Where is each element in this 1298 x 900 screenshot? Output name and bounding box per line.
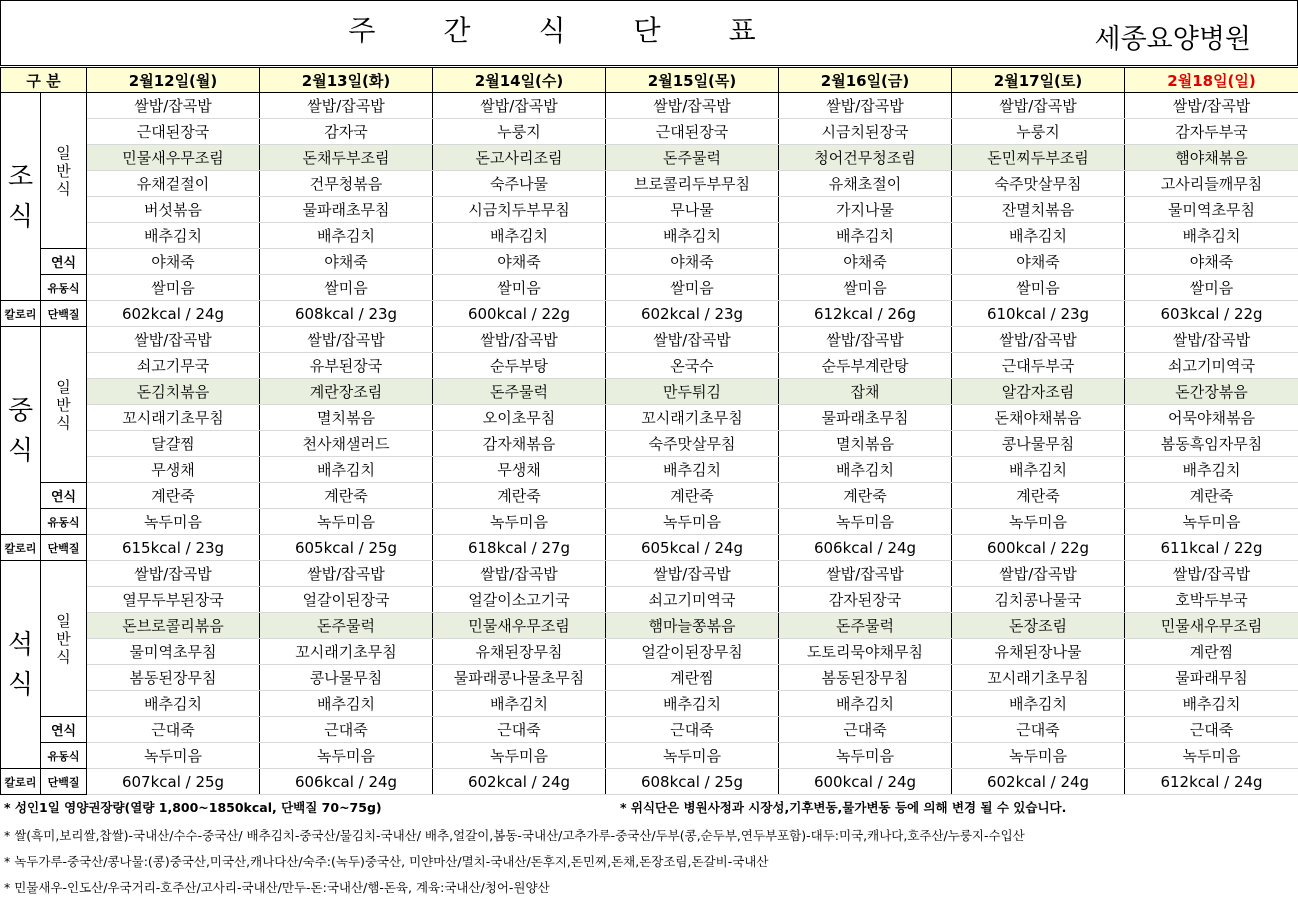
menu-cell: 배추김치 bbox=[1125, 457, 1298, 483]
general-label-text: 일반식 bbox=[56, 377, 71, 432]
menu-cell: 녹두미음 bbox=[952, 743, 1125, 769]
menu-cell: 야채죽 bbox=[433, 249, 606, 275]
general-label-text: 일반식 bbox=[56, 143, 71, 198]
menu-cell: 배추김치 bbox=[779, 457, 952, 483]
menu-cell: 쌀미음 bbox=[1125, 275, 1298, 301]
day-header: 2월12일(월) bbox=[87, 68, 260, 93]
menu-cell: 가지나물 bbox=[779, 197, 952, 223]
day-header: 2월18일(일) bbox=[1125, 68, 1298, 93]
menu-cell: 배추김치 bbox=[606, 223, 779, 249]
menu-cell: 브로콜리두부무침 bbox=[606, 171, 779, 197]
menu-cell: 녹두미음 bbox=[260, 509, 433, 535]
menu-cell: 근대두부국 bbox=[952, 353, 1125, 379]
menu-cell: 608kcal / 25g bbox=[606, 769, 779, 795]
menu-cell: 돈주물럭 bbox=[260, 613, 433, 639]
menu-cell: 유채된장무침 bbox=[433, 639, 606, 665]
menu-cell: 쌀밥/잡곡밥 bbox=[1125, 93, 1298, 119]
menu-cell: 배추김치 bbox=[1125, 223, 1298, 249]
corner-header: 구 분 bbox=[1, 68, 87, 93]
menu-cell: 618kcal / 27g bbox=[433, 535, 606, 561]
menu-cell: 쌀미음 bbox=[260, 275, 433, 301]
note-change: * 위식단은 병원사정과 시장성,기후변동,물가변동 등에 의해 변경 될 수 있습니다. bbox=[620, 800, 1067, 815]
menu-cell: 쌀미음 bbox=[87, 275, 260, 301]
menu-cell: 민물새우무조림 bbox=[1125, 613, 1298, 639]
menu-cell: 야채죽 bbox=[606, 249, 779, 275]
menu-cell: 근대죽 bbox=[87, 717, 260, 743]
menu-cell: 쌀밥/잡곡밥 bbox=[779, 561, 952, 587]
menu-cell: 녹두미음 bbox=[433, 743, 606, 769]
menu-cell: 오이초무침 bbox=[433, 405, 606, 431]
day-header: 2월13일(화) bbox=[260, 68, 433, 93]
menu-cell: 야채죽 bbox=[1125, 249, 1298, 275]
menu-cell: 녹두미음 bbox=[1125, 509, 1298, 535]
menu-cell: 배추김치 bbox=[952, 691, 1125, 717]
menu-cell: 얼갈이된장무침 bbox=[606, 639, 779, 665]
menu-cell: 쌀밥/잡곡밥 bbox=[1125, 561, 1298, 587]
menu-cell: 쌀밥/잡곡밥 bbox=[606, 561, 779, 587]
menu-cell: 돈채두부조림 bbox=[260, 145, 433, 171]
menu-cell: 꼬시래기초무침 bbox=[952, 665, 1125, 691]
menu-cell: 유채겉절이 bbox=[87, 171, 260, 197]
menu-cell: 계란찜 bbox=[1125, 639, 1298, 665]
menu-cell: 알감자조림 bbox=[952, 379, 1125, 405]
menu-cell: 달걀찜 bbox=[87, 431, 260, 457]
calorie-label: 칼로리 bbox=[1, 535, 41, 561]
menu-cell: 감자두부국 bbox=[1125, 119, 1298, 145]
menu-cell: 612kcal / 24g bbox=[1125, 769, 1298, 795]
menu-cell: 602kcal / 24g bbox=[433, 769, 606, 795]
menu-cell: 쌀밥/잡곡밥 bbox=[87, 93, 260, 119]
menu-cell: 쌀미음 bbox=[433, 275, 606, 301]
menu-cell: 고사리들깨무침 bbox=[1125, 171, 1298, 197]
menu-cell: 쌀밥/잡곡밥 bbox=[433, 327, 606, 353]
menu-cell: 쌀밥/잡곡밥 bbox=[1125, 327, 1298, 353]
menu-cell: 계란죽 bbox=[87, 483, 260, 509]
menu-cell: 쌀밥/잡곡밥 bbox=[260, 561, 433, 587]
note-origin-1: * 쌀(흑미,보리쌀,찹쌀)-국내산/수수-중국산/ 배추김치-중국산/물김치-국내산/ 배추,얼갈이,봄동-국내산/고추가루-중국산/두부(콩,순두부,연두부포함)-대두:미국,캐나다,호주산/누룽지-수입산 bbox=[4, 828, 1025, 843]
menu-cell: 봄동된장무침 bbox=[87, 665, 260, 691]
menu-cell: 610kcal / 23g bbox=[952, 301, 1125, 327]
protein-label: 단백질 bbox=[41, 535, 87, 561]
menu-cell: 누룽지 bbox=[952, 119, 1125, 145]
menu-cell: 배추김치 bbox=[1125, 691, 1298, 717]
menu-cell: 돈장조림 bbox=[952, 613, 1125, 639]
menu-cell: 녹두미음 bbox=[87, 743, 260, 769]
menu-cell: 배추김치 bbox=[952, 223, 1125, 249]
menu-cell: 김치콩나물국 bbox=[952, 587, 1125, 613]
menu-cell: 봄동된장무침 bbox=[779, 665, 952, 691]
meal-name: 조식 bbox=[7, 161, 34, 232]
menu-cell: 감자국 bbox=[260, 119, 433, 145]
menu-cell: 물파래초무침 bbox=[779, 405, 952, 431]
menu-cell: 계란죽 bbox=[606, 483, 779, 509]
menu-cell: 계란죽 bbox=[1125, 483, 1298, 509]
menu-cell: 멸치볶음 bbox=[260, 405, 433, 431]
menu-cell: 물미역초무침 bbox=[87, 639, 260, 665]
header bbox=[0, 0, 1298, 66]
menu-cell: 배추김치 bbox=[606, 457, 779, 483]
menu-cell: 계란죽 bbox=[433, 483, 606, 509]
menu-cell: 쌀미음 bbox=[606, 275, 779, 301]
menu-cell: 콩나물무침 bbox=[260, 665, 433, 691]
menu-cell: 녹두미음 bbox=[433, 509, 606, 535]
meal-label bbox=[1, 93, 41, 301]
menu-cell: 602kcal / 24g bbox=[952, 769, 1125, 795]
menu-cell: 무나물 bbox=[606, 197, 779, 223]
menu-cell: 근대죽 bbox=[260, 717, 433, 743]
menu-cell: 배추김치 bbox=[260, 691, 433, 717]
menu-cell: 근대죽 bbox=[779, 717, 952, 743]
menu-cell: 쌀밥/잡곡밥 bbox=[606, 93, 779, 119]
general-label-text: 일반식 bbox=[56, 611, 71, 666]
menu-cell: 온국수 bbox=[606, 353, 779, 379]
menu-cell: 배추김치 bbox=[606, 691, 779, 717]
liquid-label: 유동식 bbox=[41, 743, 87, 769]
menu-cell: 쇠고기미역국 bbox=[1125, 353, 1298, 379]
menu-cell: 근대죽 bbox=[606, 717, 779, 743]
menu-cell: 계란죽 bbox=[952, 483, 1125, 509]
menu-cell: 녹두미음 bbox=[87, 509, 260, 535]
menu-cell: 배추김치 bbox=[260, 457, 433, 483]
menu-cell: 607kcal / 25g bbox=[87, 769, 260, 795]
menu-cell: 606kcal / 24g bbox=[779, 535, 952, 561]
menu-cell: 605kcal / 24g bbox=[606, 535, 779, 561]
menu-cell: 배추김치 bbox=[779, 223, 952, 249]
menu-cell: 돈주물럭 bbox=[606, 145, 779, 171]
menu-cell: 쌀미음 bbox=[952, 275, 1125, 301]
menu-cell: 쌀밥/잡곡밥 bbox=[779, 93, 952, 119]
menu-cell: 녹두미음 bbox=[606, 743, 779, 769]
menu-cell: 돈민찌두부조림 bbox=[952, 145, 1125, 171]
general-label bbox=[41, 327, 87, 483]
menu-cell: 무생채 bbox=[433, 457, 606, 483]
menu-cell: 유채초절이 bbox=[779, 171, 952, 197]
menu-cell: 돈채야채볶음 bbox=[952, 405, 1125, 431]
menu-cell: 얼갈이된장국 bbox=[260, 587, 433, 613]
menu-cell: 도토리묵야채무침 bbox=[779, 639, 952, 665]
note-origin-3: * 민물새우-인도산/우국거리-호주산/고사리-국내산/만두-돈:국내산/햄-돈육, 계육:국내산/청어-원양산 bbox=[4, 880, 550, 895]
menu-cell: 쇠고기무국 bbox=[87, 353, 260, 379]
menu-cell: 봄동흑임자무침 bbox=[1125, 431, 1298, 457]
day-header: 2월14일(수) bbox=[433, 68, 606, 93]
menu-cell: 돈김치볶음 bbox=[87, 379, 260, 405]
menu-cell: 배추김치 bbox=[87, 691, 260, 717]
menu-cell: 돈주물럭 bbox=[779, 613, 952, 639]
menu-cell: 시금치두부무침 bbox=[433, 197, 606, 223]
menu-cell: 쌀밥/잡곡밥 bbox=[433, 561, 606, 587]
menu-cell: 쌀미음 bbox=[779, 275, 952, 301]
menu-cell: 유채된장나물 bbox=[952, 639, 1125, 665]
menu-cell: 쌀밥/잡곡밥 bbox=[433, 93, 606, 119]
menu-cell: 야채죽 bbox=[952, 249, 1125, 275]
menu-cell: 청어건무청조림 bbox=[779, 145, 952, 171]
weekly-menu-table bbox=[0, 67, 1298, 795]
menu-cell: 감자채볶음 bbox=[433, 431, 606, 457]
menu-cell: 민물새우무조림 bbox=[87, 145, 260, 171]
menu-cell: 쇠고기미역국 bbox=[606, 587, 779, 613]
menu-cell: 시금치된장국 bbox=[779, 119, 952, 145]
menu-cell: 돈브로콜리볶음 bbox=[87, 613, 260, 639]
soft-label: 연식 bbox=[41, 717, 87, 743]
menu-cell: 돈고사리조림 bbox=[433, 145, 606, 171]
menu-cell: 유부된장국 bbox=[260, 353, 433, 379]
menu-cell: 배추김치 bbox=[779, 691, 952, 717]
menu-cell: 쌀밥/잡곡밥 bbox=[952, 561, 1125, 587]
protein-label: 단백질 bbox=[41, 769, 87, 795]
menu-cell: 천사채샐러드 bbox=[260, 431, 433, 457]
protein-label: 단백질 bbox=[41, 301, 87, 327]
calorie-label: 칼로리 bbox=[1, 301, 41, 327]
menu-cell: 햄야채볶음 bbox=[1125, 145, 1298, 171]
menu-cell: 배추김치 bbox=[952, 457, 1125, 483]
menu-cell: 쌀밥/잡곡밥 bbox=[260, 93, 433, 119]
menu-cell: 누룽지 bbox=[433, 119, 606, 145]
menu-cell: 콩나물무침 bbox=[952, 431, 1125, 457]
menu-cell: 녹두미음 bbox=[606, 509, 779, 535]
day-header: 2월15일(목) bbox=[606, 68, 779, 93]
menu-cell: 숙주나물 bbox=[433, 171, 606, 197]
menu-cell: 배추김치 bbox=[87, 223, 260, 249]
meal-name: 석식 bbox=[7, 629, 34, 700]
menu-cell: 꼬시래기초무침 bbox=[260, 639, 433, 665]
meal-label bbox=[1, 561, 41, 769]
menu-cell: 물파래콩나물초무침 bbox=[433, 665, 606, 691]
menu-cell: 600kcal / 22g bbox=[952, 535, 1125, 561]
menu-cell: 602kcal / 24g bbox=[87, 301, 260, 327]
menu-cell: 계란죽 bbox=[779, 483, 952, 509]
menu-cell: 열무두부된장국 bbox=[87, 587, 260, 613]
menu-cell: 순두부탕 bbox=[433, 353, 606, 379]
hospital-name: 세종요양병원 bbox=[1094, 24, 1251, 55]
menu-cell: 603kcal / 22g bbox=[1125, 301, 1298, 327]
menu-cell: 물파래초무침 bbox=[260, 197, 433, 223]
menu-cell: 물미역초무침 bbox=[1125, 197, 1298, 223]
menu-cell: 무생채 bbox=[87, 457, 260, 483]
menu-cell: 야채죽 bbox=[87, 249, 260, 275]
menu-cell: 쌀밥/잡곡밥 bbox=[606, 327, 779, 353]
menu-cell: 햄마늘쫑볶음 bbox=[606, 613, 779, 639]
menu-cell: 꼬시래기초무침 bbox=[87, 405, 260, 431]
menu-cell: 야채죽 bbox=[779, 249, 952, 275]
menu-cell: 608kcal / 23g bbox=[260, 301, 433, 327]
menu-cell: 녹두미음 bbox=[1125, 743, 1298, 769]
menu-cell: 쌀밥/잡곡밥 bbox=[952, 93, 1125, 119]
menu-cell: 순두부계란탕 bbox=[779, 353, 952, 379]
menu-cell: 물파래무침 bbox=[1125, 665, 1298, 691]
menu-cell: 쌀밥/잡곡밥 bbox=[260, 327, 433, 353]
menu-cell: 602kcal / 23g bbox=[606, 301, 779, 327]
menu-cell: 잡채 bbox=[779, 379, 952, 405]
general-label bbox=[41, 93, 87, 249]
menu-cell: 녹두미음 bbox=[779, 743, 952, 769]
menu-cell: 근대된장국 bbox=[87, 119, 260, 145]
general-label bbox=[41, 561, 87, 717]
menu-cell: 611kcal / 22g bbox=[1125, 535, 1298, 561]
menu-cell: 600kcal / 22g bbox=[433, 301, 606, 327]
menu-cell: 멸치볶음 bbox=[779, 431, 952, 457]
menu-cell: 근대된장국 bbox=[606, 119, 779, 145]
menu-cell: 숙주맛살무침 bbox=[606, 431, 779, 457]
day-header: 2월17일(토) bbox=[952, 68, 1125, 93]
menu-cell: 건무청볶음 bbox=[260, 171, 433, 197]
menu-cell: 쌀밥/잡곡밥 bbox=[952, 327, 1125, 353]
menu-cell: 얼갈이소고기국 bbox=[433, 587, 606, 613]
soft-label: 연식 bbox=[41, 249, 87, 275]
menu-cell: 버섯볶음 bbox=[87, 197, 260, 223]
menu-cell: 감자된장국 bbox=[779, 587, 952, 613]
menu-cell: 어묵야채볶음 bbox=[1125, 405, 1298, 431]
menu-cell: 근대죽 bbox=[1125, 717, 1298, 743]
menu-cell: 계란찜 bbox=[606, 665, 779, 691]
menu-cell: 야채죽 bbox=[260, 249, 433, 275]
menu-cell: 계란죽 bbox=[260, 483, 433, 509]
calorie-label: 칼로리 bbox=[1, 769, 41, 795]
menu-cell: 잔멸치볶음 bbox=[952, 197, 1125, 223]
menu-cell: 민물새우무조림 bbox=[433, 613, 606, 639]
menu-cell: 근대죽 bbox=[433, 717, 606, 743]
menu-cell: 612kcal / 26g bbox=[779, 301, 952, 327]
menu-cell: 꼬시래기초무침 bbox=[606, 405, 779, 431]
menu-cell: 605kcal / 25g bbox=[260, 535, 433, 561]
menu-cell: 녹두미음 bbox=[952, 509, 1125, 535]
soft-label: 연식 bbox=[41, 483, 87, 509]
menu-cell: 쌀밥/잡곡밥 bbox=[87, 327, 260, 353]
liquid-label: 유동식 bbox=[41, 509, 87, 535]
liquid-label: 유동식 bbox=[41, 275, 87, 301]
menu-cell: 녹두미음 bbox=[779, 509, 952, 535]
menu-cell: 호박두부국 bbox=[1125, 587, 1298, 613]
menu-cell: 쌀밥/잡곡밥 bbox=[87, 561, 260, 587]
menu-cell: 돈간장볶음 bbox=[1125, 379, 1298, 405]
menu-cell: 만두튀김 bbox=[606, 379, 779, 405]
menu-cell: 배추김치 bbox=[260, 223, 433, 249]
day-header: 2월16일(금) bbox=[779, 68, 952, 93]
menu-cell: 배추김치 bbox=[433, 691, 606, 717]
meal-name: 중식 bbox=[7, 395, 34, 466]
menu-cell: 돈주물럭 bbox=[433, 379, 606, 405]
menu-cell: 녹두미음 bbox=[260, 743, 433, 769]
page-title: 주간식단표 bbox=[348, 14, 824, 47]
menu-cell: 계란장조림 bbox=[260, 379, 433, 405]
menu-cell: 배추김치 bbox=[433, 223, 606, 249]
menu-cell: 606kcal / 24g bbox=[260, 769, 433, 795]
menu-cell: 615kcal / 23g bbox=[87, 535, 260, 561]
menu-cell: 쌀밥/잡곡밥 bbox=[779, 327, 952, 353]
note-recommendation: * 성인1일 영양권장량(열량 1,800~1850kcal, 단백질 70~75g) bbox=[4, 800, 382, 815]
meal-label bbox=[1, 327, 41, 535]
menu-cell: 근대죽 bbox=[952, 717, 1125, 743]
menu-cell: 600kcal / 24g bbox=[779, 769, 952, 795]
menu-cell: 숙주맛살무침 bbox=[952, 171, 1125, 197]
note-origin-2: * 녹두가루-중국산/콩나물:(콩)중국산,미국산,캐나다산/숙주:(녹두)중국산, 미얀마산/멸치-국내산/돈후지,돈민찌,돈채,돈장조림,돈갈비-국내산 bbox=[4, 854, 769, 869]
